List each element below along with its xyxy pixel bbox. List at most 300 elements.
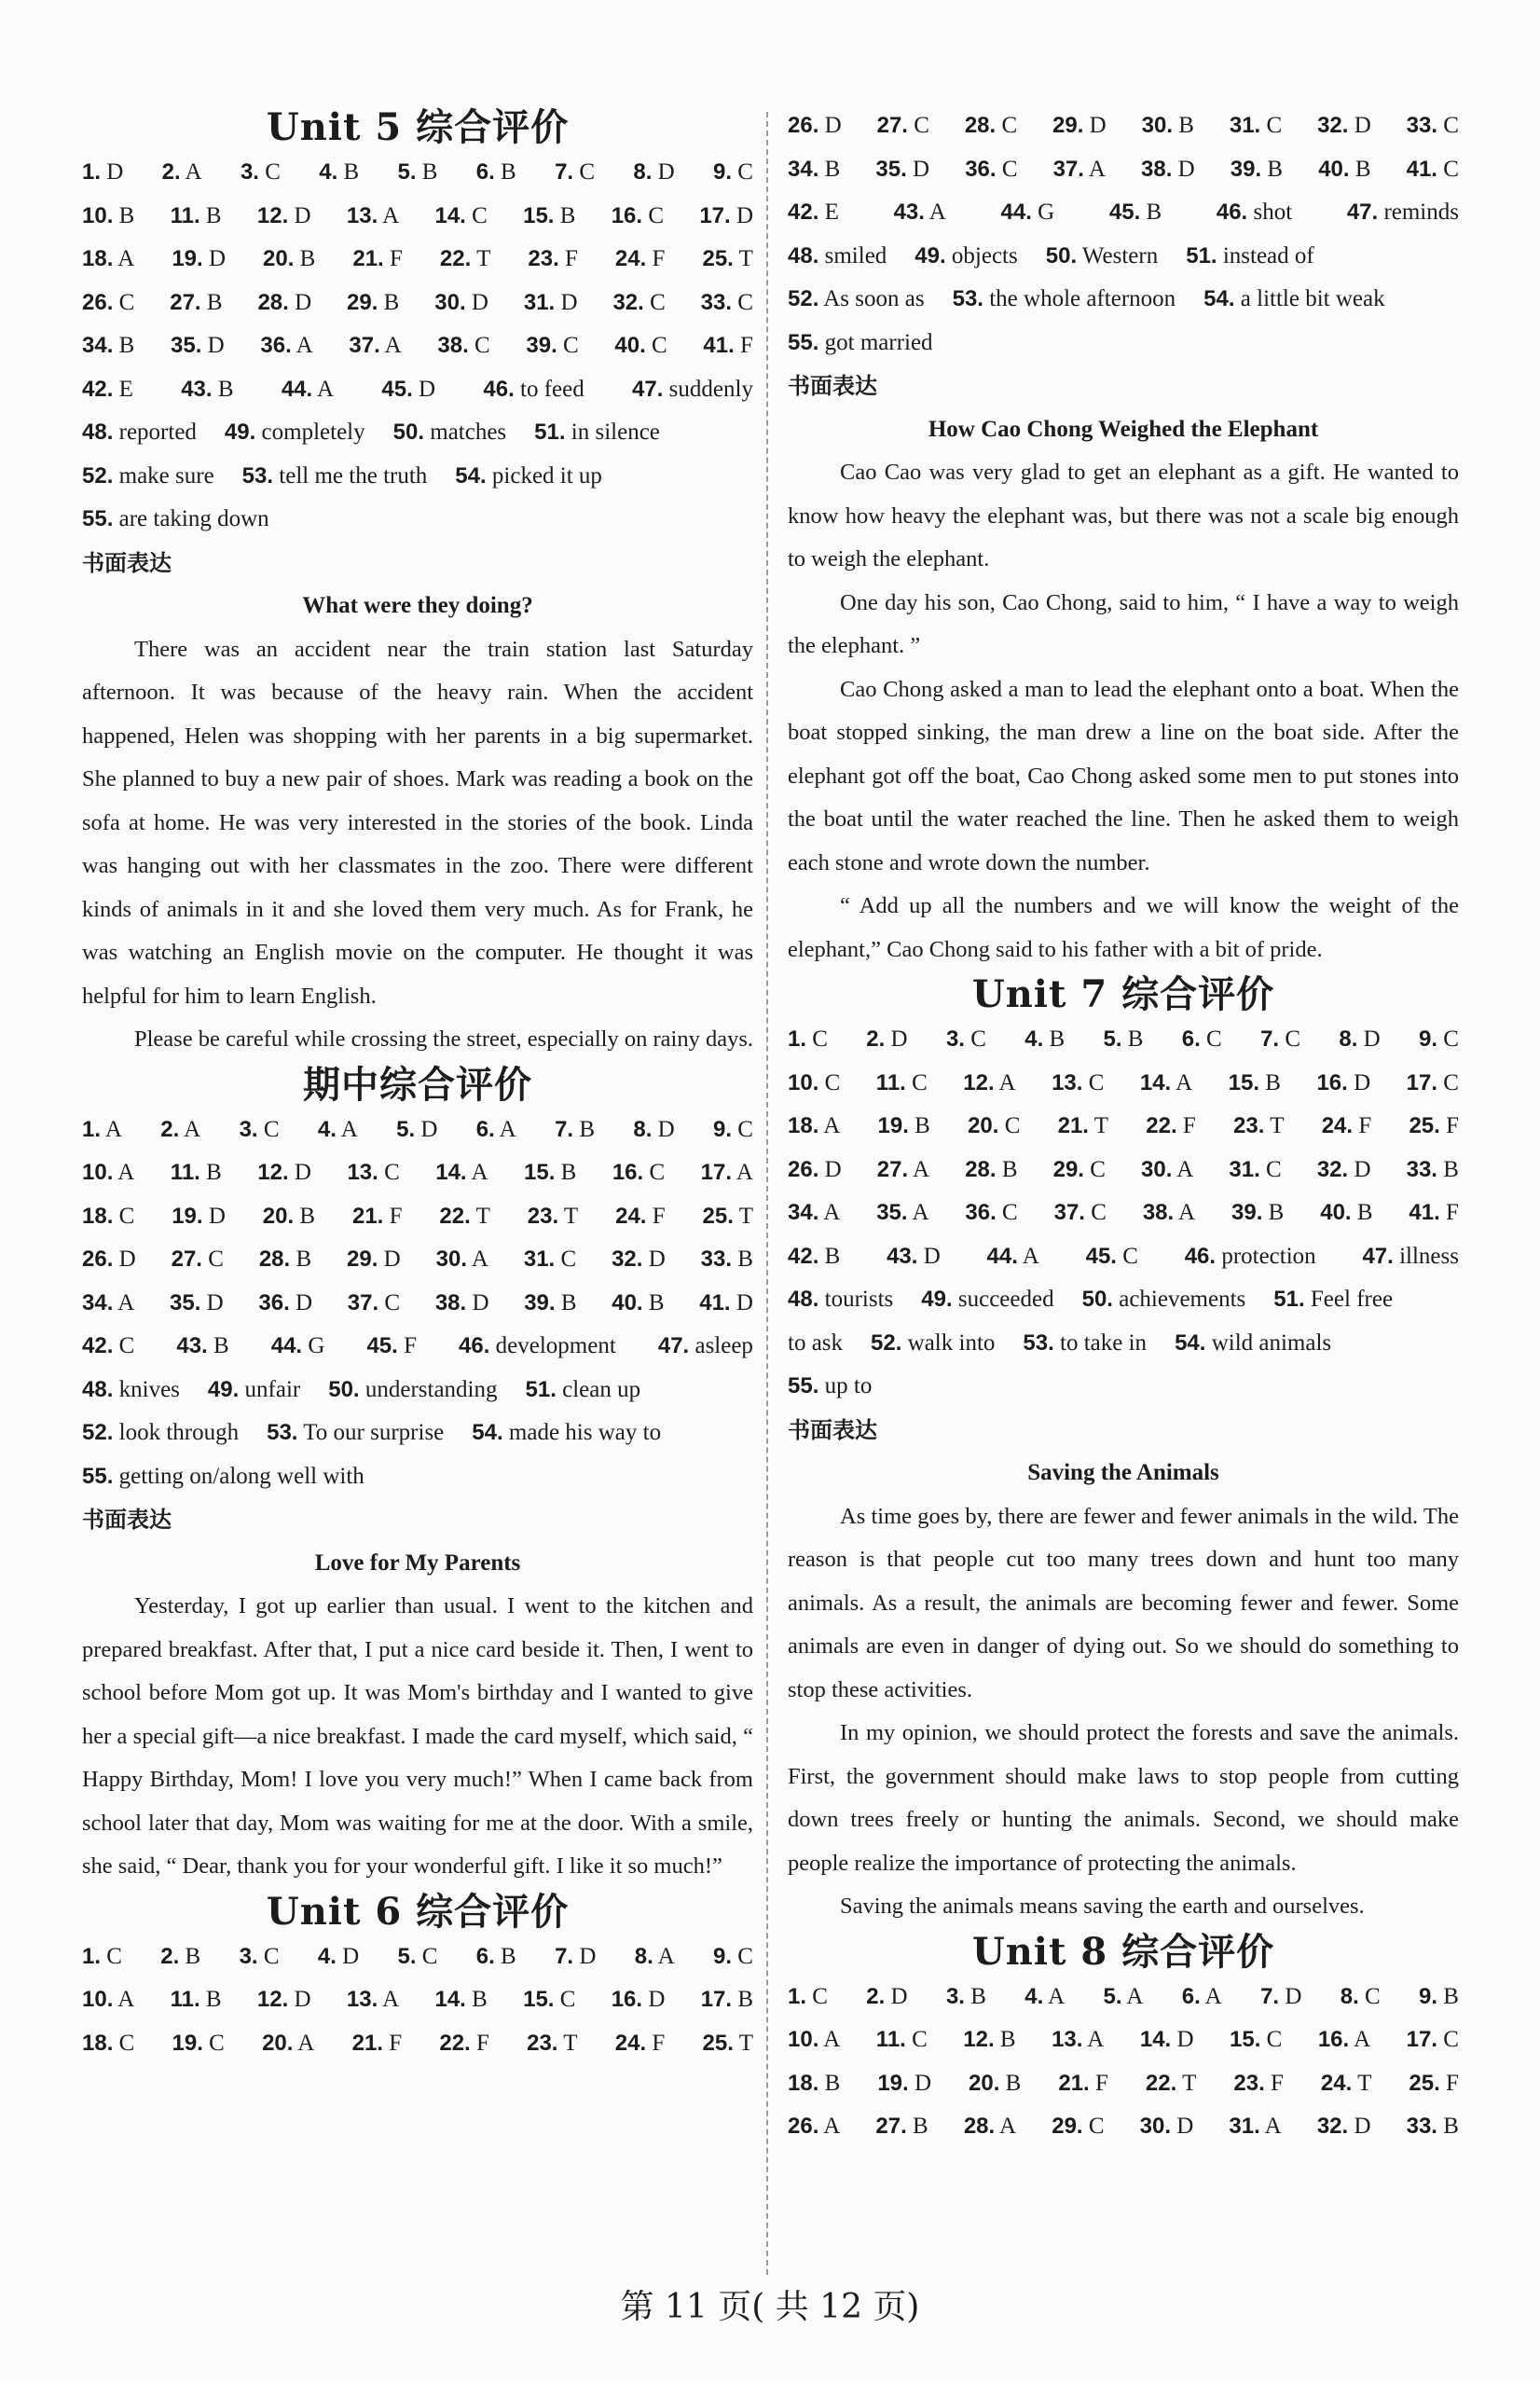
answer-item: 9. C — [713, 1116, 753, 1142]
answer-item: 15. B — [523, 202, 576, 228]
answer-row — [788, 1192, 1459, 1235]
answer-item: 12. D — [256, 202, 311, 228]
answer-item: 50. Western — [1045, 242, 1159, 269]
answer-item: 46. development — [459, 1333, 616, 1358]
answer-item: 21. F — [351, 2030, 403, 2056]
essay-paragraph: Please be careful while crossing the street, especially on rainy days. — [134, 1026, 753, 1052]
answer-item: 4. B — [1024, 1026, 1066, 1052]
answer-item: 29. C — [1052, 2114, 1105, 2139]
answer-item: 38. C — [437, 333, 490, 358]
answer-item: 20. B — [263, 246, 316, 271]
answer-item: 46. protection — [1184, 1243, 1316, 1269]
answer-item: 15. B — [1228, 1069, 1281, 1095]
answer-item: 33. B — [700, 1247, 753, 1272]
answer-item: 19. D — [877, 2070, 932, 2096]
answer-item: 26. D — [788, 113, 842, 138]
answer-row — [788, 2018, 1459, 2062]
answer-item: 22. T — [439, 246, 491, 271]
answer-item: 19. D — [172, 246, 227, 271]
answer-row — [788, 322, 1459, 365]
unit7-writing-label: 书面表达 — [788, 1416, 877, 1443]
unit5-answers — [82, 151, 753, 542]
unit6-essay-title: How Cao Chong Weighed the Elephant — [928, 416, 1319, 442]
answer-item: 46. to feed — [483, 376, 584, 402]
answer-item: 24. T — [1320, 2070, 1372, 2096]
answer-item: 24. F — [614, 2030, 666, 2056]
answer-item: 30. B — [1141, 113, 1194, 138]
answer-item: 2. A — [160, 1116, 201, 1142]
answer-item: 9. C — [713, 1943, 753, 1969]
answer-item: 25. T — [702, 246, 753, 271]
answer-item: 3. C — [239, 1116, 280, 1142]
answer-row — [82, 498, 753, 542]
answer-item: 41. C — [1406, 156, 1459, 182]
answer-item: 9. C — [713, 159, 753, 185]
answer-item: 46. shot — [1216, 200, 1293, 225]
answer-item: 39. B — [1230, 156, 1284, 182]
answer-item: 34. B — [82, 333, 135, 358]
answer-item: 13. C — [347, 1160, 400, 1185]
answer-item: 54. wild animals — [1175, 1329, 1332, 1356]
answer-item: 35. D — [170, 1289, 224, 1315]
answer-item: 27. B — [170, 289, 223, 315]
answer-item: 44. G — [270, 1333, 325, 1358]
answer-item: 43. B — [176, 1333, 229, 1358]
answer-item: 52. walk into — [871, 1329, 996, 1356]
essay-paragraph: As time goes by, there are fewer and fewer animals in the wild. The reason is that people cut too many trees down and hunt too many animals. As a result, the animals are becoming fewer and fewer. Some animals are even in danger of dying out. So we should do something to stop these activities. — [788, 1503, 1459, 1702]
midterm-writing-label: 书面表达 — [82, 1507, 172, 1533]
answer-item: 17. B — [700, 1987, 753, 2012]
answer-row — [82, 1195, 753, 1239]
answer-item: 52. make sure — [82, 462, 214, 489]
answer-item: 19. C — [172, 2030, 225, 2056]
answer-item: 17. C — [1406, 1069, 1459, 1095]
answer-item: 53. the whole afternoon — [952, 286, 1176, 311]
answer-item: 44. A — [281, 376, 335, 402]
midterm-title: 期中综合评价 — [303, 1062, 532, 1107]
answer-item: 55. getting on/along well with — [82, 1463, 364, 1489]
answer-item: 2. D — [866, 1026, 908, 1052]
answer-item: 8. D — [1339, 1026, 1381, 1052]
answer-item: 36. A — [260, 333, 313, 358]
midterm-essay-title: Love for My Parents — [314, 1550, 521, 1576]
answer-item: 7. C — [1260, 1026, 1301, 1052]
answer-item: 37. A — [1052, 156, 1106, 182]
answer-item: 18. C — [82, 1203, 135, 1229]
essay-paragraph: In my opinion, we should protect the forests and save the animals. First, the government should make laws to stop people from cutting down trees freely or hunting the animals. Second, we should make people realize the importance of protecting the animals. — [788, 1720, 1459, 1876]
answer-item: 41. F — [1409, 1200, 1459, 1225]
answer-row — [82, 195, 753, 239]
answer-row — [82, 1238, 753, 1282]
essay-paragraph: There was an accident near the train station last Saturday afternoon. It was because of the heavy rain. When the accident happened, Helen was shopping with her parents in a big supermarket. She planned to buy a new pair of shoes. Mark was reading a book on the sofa at home. He was very interested in the stories of the book. Linda was hanging out with her classmates in the zoo. There were different kinds of animals in it and she loved them very much. As for Frank, he was watching an English movie on the computer. He thought it was helpful for him to learn English. — [82, 636, 753, 1009]
answer-item: 24. F — [615, 1203, 666, 1229]
answer-item: 19. D — [172, 1203, 226, 1229]
answer-item: 16. D — [611, 1987, 666, 2012]
column-divider — [766, 112, 768, 2275]
answer-item: 27. C — [876, 113, 929, 138]
answer-item: 16. D — [1316, 1069, 1371, 1095]
answer-item: 42. E — [82, 376, 133, 402]
answer-row — [82, 1369, 753, 1412]
answer-item: 15. C — [1230, 2027, 1283, 2052]
answer-row — [788, 1105, 1459, 1149]
answer-row — [82, 411, 753, 455]
answer-item: 16. C — [612, 1160, 666, 1185]
answer-item: 7. B — [555, 1116, 596, 1142]
answer-item: 53. tell me the truth — [241, 462, 428, 489]
answer-item: 3. B — [945, 1983, 986, 2009]
answer-item: 7. D — [555, 1943, 597, 1969]
answer-item: 26. A — [788, 2114, 841, 2139]
answer-row — [82, 2022, 753, 2066]
answer-row — [82, 455, 753, 499]
answer-item: 28. B — [258, 1247, 312, 1272]
answer-item: 35. A — [876, 1200, 929, 1225]
answer-item: 4. B — [319, 159, 360, 185]
answer-item: 13. A — [346, 202, 400, 228]
answer-item: 28. C — [964, 113, 1018, 138]
answer-item: 19. B — [877, 1113, 930, 1138]
answer-item: 10. B — [82, 202, 135, 228]
answer-item: 54. picked it up — [455, 462, 602, 489]
answer-item: 28. A — [963, 2114, 1017, 2139]
answer-item: 30. A — [435, 1247, 488, 1272]
answer-item: 55. up to — [788, 1373, 873, 1398]
answer-item: 18. A — [788, 1113, 841, 1138]
answer-item: 35. D — [875, 156, 930, 182]
answer-item: 21. F — [352, 246, 403, 271]
answer-item: 27. B — [875, 2114, 928, 2139]
answer-item: 36. C — [965, 1200, 1018, 1225]
answer-item: 25. T — [702, 2030, 753, 2056]
answer-item: 30. A — [1141, 1156, 1194, 1182]
answer-item: 51. instead of — [1186, 242, 1314, 269]
answer-item: 20. A — [262, 2030, 315, 2056]
answer-row — [788, 278, 1459, 322]
answer-item: to ask — [788, 1329, 844, 1356]
answer-item: 36. D — [258, 1289, 313, 1315]
answer-item: 37. C — [1053, 1200, 1107, 1225]
answer-item: 9. B — [1419, 1983, 1459, 2009]
answer-item: 33. C — [700, 289, 753, 315]
answer-item: 49. unfair — [207, 1376, 301, 1402]
answer-item: 29. B — [347, 289, 400, 315]
answer-row — [788, 1149, 1459, 1192]
right-column — [788, 104, 1459, 2149]
answer-item: 32. D — [1316, 1156, 1371, 1182]
unit5-essay-title: What were they doing? — [302, 593, 533, 618]
answer-item: 15. C — [523, 1987, 576, 2012]
answer-item: 4. A — [317, 1116, 358, 1142]
answer-item: 12. A — [963, 1069, 1016, 1095]
essay-paragraph: Cao Cao was very glad to get an elephant as a gift. He wanted to know how heavy the elephant was, but there was not a scale big enough to weigh the elephant. — [788, 460, 1459, 572]
answer-item: 48. tourists — [788, 1287, 894, 1312]
answer-row — [788, 1976, 1459, 2019]
answer-item: 3. C — [945, 1026, 986, 1052]
answer-item: 13. A — [1052, 2027, 1105, 2052]
answer-item: 9. C — [1419, 1026, 1459, 1052]
answer-item: 18. C — [82, 2030, 135, 2056]
answer-item: 10. A — [788, 2027, 841, 2052]
answer-item: 41. F — [703, 333, 753, 358]
answer-item: 16. A — [1317, 2027, 1371, 2052]
answer-item: 36. C — [965, 156, 1018, 182]
answer-item: 34. B — [788, 156, 841, 182]
answer-item: 51. clean up — [525, 1376, 641, 1402]
answer-item: 2. A — [161, 159, 202, 185]
unit6-title: Unit 6 综合评价 — [266, 1889, 570, 1934]
answer-item: 45. D — [381, 376, 436, 402]
answer-item: 31. C — [1229, 113, 1283, 138]
answer-item: 1. C — [788, 1983, 828, 2009]
answer-item: 49. objects — [914, 242, 1018, 269]
answer-item: 53. to take in — [1023, 1329, 1148, 1356]
answer-item: 50. achievements — [1081, 1287, 1246, 1312]
answer-item: 11. B — [170, 1160, 222, 1185]
answer-item: 45. B — [1108, 200, 1162, 225]
answer-item: 26. D — [788, 1156, 842, 1182]
answer-item: 34. A — [788, 1200, 841, 1225]
answer-item: 24. F — [614, 246, 666, 271]
answer-item: 23. T — [527, 1203, 579, 1229]
answer-item: 51. Feel free — [1273, 1287, 1394, 1312]
answer-item: 25. T — [702, 1203, 753, 1229]
answer-item: 14. A — [1139, 1069, 1193, 1095]
answer-item: 28. B — [965, 1156, 1018, 1182]
answer-item: 1. C — [82, 1943, 122, 1969]
answer-row — [788, 148, 1459, 192]
answer-item: 25. F — [1409, 2070, 1459, 2096]
answer-row — [82, 1109, 753, 1152]
answer-item: 55. are taking down — [82, 506, 269, 531]
answer-row — [788, 1018, 1459, 1062]
midterm-answers — [82, 1109, 753, 1499]
answer-item: 23. T — [1233, 1113, 1285, 1138]
answer-item: 31. C — [1229, 1156, 1282, 1182]
unit5-title: Unit 5 综合评价 — [266, 105, 570, 149]
answer-item: 38. D — [434, 1289, 489, 1315]
answer-item: 17. D — [699, 202, 753, 228]
answer-item: 14. D — [1139, 2027, 1194, 2052]
answer-item: 33. B — [1406, 2114, 1459, 2139]
answer-item: 50. matches — [392, 420, 507, 445]
unit7-essay — [788, 1495, 1459, 1929]
left-column — [82, 104, 753, 2065]
answer-item: 22. F — [1146, 1113, 1196, 1138]
answer-item: 3. C — [239, 1943, 280, 1969]
unit6-answers-continued — [788, 104, 1459, 365]
answer-item: 38. A — [1142, 1200, 1196, 1225]
answer-item: 51. in silence — [534, 420, 660, 445]
answer-item: 7. D — [1260, 1983, 1302, 2009]
answer-item: 43. B — [181, 376, 234, 402]
answer-item: 6. A — [475, 1116, 516, 1142]
answer-item: 47. asleep — [657, 1333, 753, 1358]
unit6-writing-label: 书面表达 — [788, 373, 877, 399]
answer-item: 20. B — [262, 1203, 316, 1229]
answer-item: 43. A — [893, 200, 946, 225]
answer-item: 1. A — [82, 1116, 122, 1142]
answer-item: 17. C — [1406, 2027, 1459, 2052]
answer-item: 40. B — [612, 1289, 665, 1315]
answer-item: 18. A — [82, 246, 135, 271]
answer-item: 40. C — [614, 333, 667, 358]
answer-item: 13. A — [346, 1987, 400, 2012]
answer-row — [788, 1235, 1459, 1279]
answer-item: 41. D — [699, 1289, 753, 1315]
answer-item: 7. C — [555, 159, 596, 185]
answer-item: 53. To our surprise — [267, 1420, 445, 1445]
essay-paragraph: Cao Chong asked a man to lead the elephant onto a boat. When the boat stopped sinking, the man drew a line on the boat side. After the elephant got off the boat, Cao Chong asked some men to put stones into the boat until the water reached the line. Then he asked them to weigh each stone and wrote down the number. — [788, 676, 1459, 875]
answer-row — [82, 151, 753, 195]
answer-item: 6. A — [1181, 1983, 1222, 2009]
answer-item: 27. C — [171, 1247, 224, 1272]
answer-item: 21. T — [1057, 1113, 1109, 1138]
answer-item: 35. D — [171, 333, 225, 358]
answer-item: 47. reminds — [1346, 200, 1459, 225]
answer-row — [82, 1325, 753, 1369]
answer-row — [788, 104, 1459, 148]
answer-item: 23. T — [527, 2030, 578, 2056]
answer-item: 1. D — [82, 159, 124, 185]
unit5-essay — [82, 628, 753, 1062]
answer-item: 48. smiled — [788, 242, 887, 269]
answer-item: 47. illness — [1362, 1243, 1459, 1269]
unit6-essay — [788, 451, 1459, 971]
answer-item: 21. F — [1058, 2070, 1108, 2096]
answer-row — [788, 235, 1459, 279]
answer-item: 40. B — [1320, 1200, 1373, 1225]
unit8-answers — [788, 1976, 1459, 2149]
answer-item: 5. C — [397, 1943, 438, 1969]
answer-item: 49. completely — [224, 420, 365, 445]
answer-item: 37. C — [347, 1289, 401, 1315]
answer-item: 24. F — [1321, 1113, 1372, 1138]
answer-item: 11. B — [170, 1987, 222, 2012]
answer-item: 12. D — [257, 1160, 311, 1185]
answer-item: 28. D — [257, 289, 312, 315]
answer-item: 29. D — [347, 1247, 401, 1272]
answer-item: 6. B — [475, 1943, 516, 1969]
answer-item: 14. B — [434, 1987, 488, 2012]
answer-item: 42. C — [82, 1333, 135, 1358]
answer-item: 33. C — [1406, 113, 1459, 138]
answer-item: 23. F — [528, 246, 578, 271]
answer-item: 10. A — [82, 1987, 135, 2012]
answer-item: 22. T — [1145, 2070, 1197, 2096]
answer-item: 47. suddenly — [632, 376, 753, 402]
answer-item: 30. D — [434, 289, 488, 315]
answer-item: 48. knives — [82, 1376, 180, 1402]
page-footer: 第 11 页( 共 12 页) — [620, 2288, 920, 2326]
answer-item: 39. B — [1231, 1200, 1285, 1225]
answer-row — [82, 1455, 753, 1499]
answer-item: 37. A — [349, 333, 402, 358]
answer-item: 5. D — [396, 1116, 438, 1142]
answer-row — [82, 324, 753, 368]
answer-item: 44. A — [986, 1243, 1039, 1269]
answer-item: 52. As soon as — [788, 286, 925, 311]
answer-item: 50. understanding — [328, 1376, 498, 1402]
answer-row — [82, 1282, 753, 1326]
answer-item: 31. A — [1229, 2114, 1282, 2139]
answer-item: 10. C — [788, 1069, 841, 1095]
answer-item: 5. B — [1103, 1026, 1144, 1052]
answer-item: 17. A — [700, 1160, 753, 1185]
answer-item: 31. D — [523, 289, 578, 315]
answer-item: 23. F — [1233, 2070, 1284, 2096]
answer-item: 14. A — [435, 1160, 488, 1185]
answer-row — [82, 282, 753, 325]
answer-item: 32. D — [1317, 113, 1371, 138]
answer-item: 31. C — [523, 1247, 577, 1272]
answer-item: 32. D — [1316, 2114, 1371, 2139]
essay-paragraph: Saving the animals means saving the earth and ourselves. — [840, 1894, 1365, 1919]
answer-item: 4. D — [317, 1943, 360, 1969]
answer-row — [788, 1062, 1459, 1106]
answer-item: 42. B — [788, 1243, 841, 1269]
answer-item: 11. C — [875, 1069, 928, 1095]
answer-item: 30. D — [1139, 2114, 1194, 2139]
unit7-essay-title: Saving the Animals — [1027, 1460, 1219, 1485]
unit7-title: Unit 7 综合评价 — [971, 972, 1275, 1016]
answer-item: 8. A — [634, 1943, 675, 1969]
answer-item: 45. C — [1085, 1243, 1138, 1269]
answer-row — [788, 1278, 1459, 1322]
answer-row — [82, 368, 753, 412]
answer-item: 32. C — [612, 289, 666, 315]
answer-item: 38. D — [1141, 156, 1195, 182]
answer-item: 54. a little bit weak — [1203, 286, 1385, 311]
answer-item: 52. look through — [82, 1420, 240, 1445]
answer-item: 26. D — [82, 1247, 136, 1272]
answer-row — [788, 2062, 1459, 2106]
answer-item: 25. F — [1409, 1113, 1459, 1138]
answer-item: 14. C — [434, 202, 488, 228]
answer-item: 49. succeeded — [921, 1287, 1054, 1312]
answer-item: 18. B — [788, 2070, 841, 2096]
answer-item: 8. D — [633, 1116, 675, 1142]
answer-row — [82, 1978, 753, 2022]
unit6-answers — [82, 1935, 753, 2066]
essay-paragraph: Yesterday, I got up earlier than usual. I went to the kitchen and prepared breakfast. After that, I put a nice card beside it. Then, I went to school before Mom got up. It was Mom's birthday and I wanted to give her a special gift—a nice breakfast. I made the card myself, which said, “ Happy Birthday, Mom! I love you very much!” When I came back from school later that day, Mom was waiting for me at the door. With a smile, she said, “ Dear, thank you for your wonderful gift. I like it so much!” — [82, 1593, 753, 1879]
answer-item: 20. C — [968, 1113, 1021, 1138]
essay-paragraph: “ Add up all the numbers and we will know the weight of the elephant,” Cao Chong said to his father with a bit of pride. — [788, 893, 1459, 962]
answer-item: 2. B — [160, 1943, 201, 1969]
answer-item: 8. C — [1340, 1983, 1381, 2009]
answer-item: 20. B — [969, 2070, 1022, 2096]
answer-item: 11. C — [875, 2027, 928, 2052]
answer-item: 8. D — [633, 159, 675, 185]
answer-item: 4. A — [1024, 1983, 1066, 2009]
answer-item: 54. made his way to — [472, 1420, 662, 1445]
answer-row — [82, 1935, 753, 1979]
answer-item: 12. D — [256, 1987, 311, 2012]
answer-item: 27. A — [876, 1156, 930, 1182]
answer-item: 29. D — [1052, 113, 1107, 138]
answer-item: 6. B — [475, 159, 516, 185]
answer-item: 3. C — [240, 159, 281, 185]
answer-item: 55. got married — [788, 329, 933, 355]
unit7-answers — [788, 1018, 1459, 1409]
answer-item: 39. B — [524, 1289, 577, 1315]
unit8-title: Unit 8 综合评价 — [971, 1929, 1275, 1974]
answer-item: 12. B — [963, 2027, 1016, 2052]
answer-item: 5. A — [1103, 1983, 1144, 2009]
answer-item: 29. C — [1052, 1156, 1106, 1182]
answer-row — [788, 1322, 1459, 1366]
answer-item: 15. B — [524, 1160, 577, 1185]
